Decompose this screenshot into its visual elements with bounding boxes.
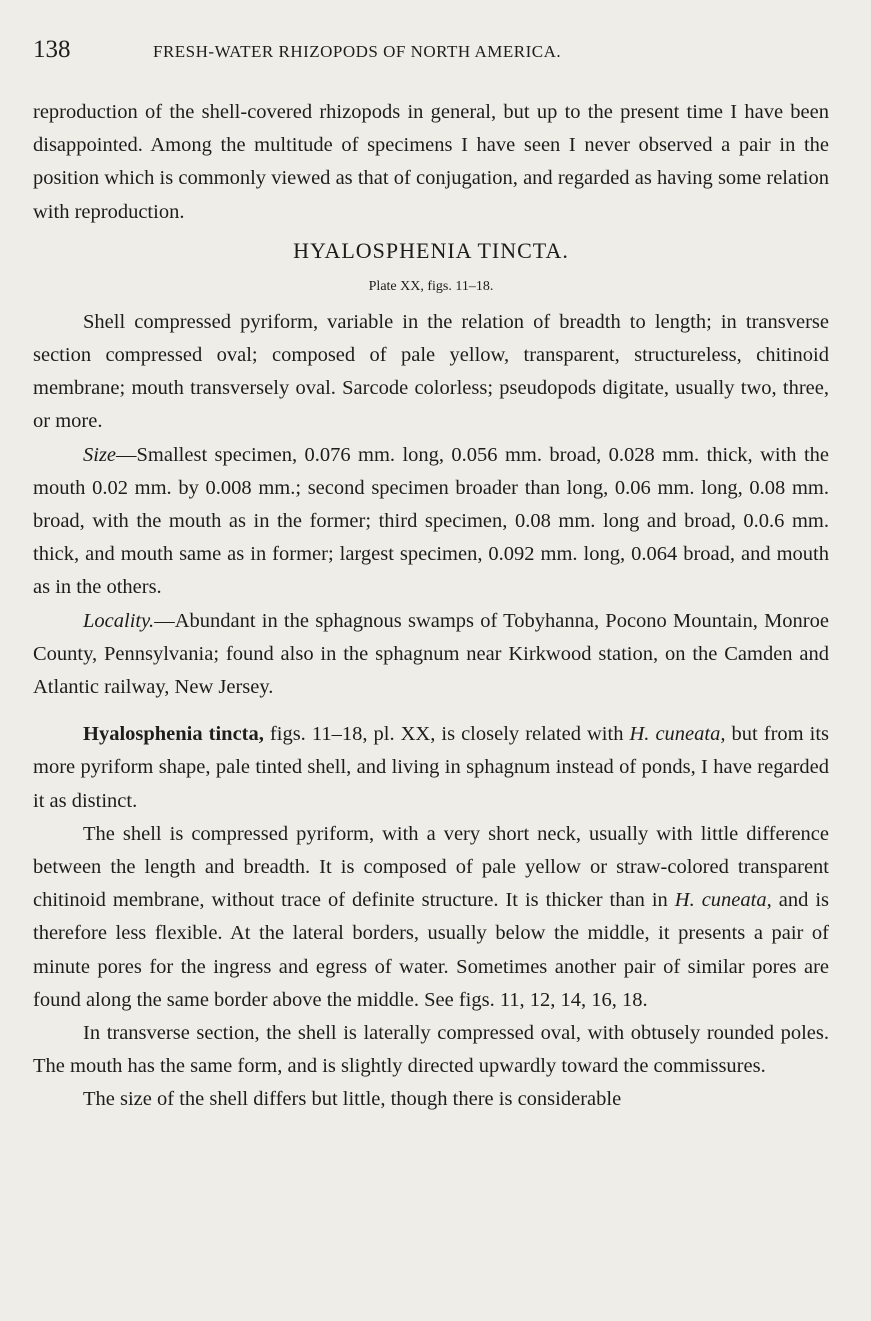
discussion-paragraph-3: In transverse section, the shell is laterally compressed oval, with obtusely rounded poles. The mouth has the same form, and is slightly directed upwardly toward the commissures. (33, 1022, 829, 1078)
locality-text: —Abundant in the sphagnous swamps of Tobyhanna, Pocono Mountain, Monroe County, Pennsylvania; found also in the sphagnum near Kirkwood station, on the Camden and Atlantic railway, New Jersey. (33, 609, 829, 699)
locality-paragraph (33, 605, 829, 705)
p2-text-b: and is therefore less flexible. At the lateral borders, usually below the middle, it presents a pair of minute pores for the ingress and egress of water. Sometimes another pair of similar pores are found along the same border above the middle. See figs. 11, 12, 14, 16, 18. (33, 889, 829, 1011)
body-text (33, 96, 829, 1117)
section-title: HYALOSPHENIA TINCTA. (293, 237, 569, 263)
p2-text-a: The shell is compressed pyriform, with a very short neck, usually with little difference between the length and breadth. It is composed of pale yellow or straw-colored transparent chitinoid membrane, without trace of definite structure. It is thicker than in (33, 822, 829, 912)
page-number: 138 (33, 36, 71, 63)
size-paragraph (33, 439, 829, 605)
size-label: Size (83, 443, 117, 466)
size-text: —Smallest specimen, 0.076 mm. long, 0.056 mm. broad, 0.028 mm. thick, with the mouth 0.02 mm. by 0.008 mm.; second specimen broader than long, 0.06 mm. long, 0.08 mm. broad, with the mouth as in the former; third specimen, 0.08 mm. long and broad, 0.0.6 mm. thick, and mouth same as in former; largest specimen, 0.092 mm. long, 0.064 broad, and mouth as in the others. (33, 443, 829, 599)
intro-paragraph: reproduction of the shell-covered rhizopods in general, but up to the present time I have been disappointed. Among the multitude of specimens I have seen I never observed a pair in the position which is commonly viewed as that of conjugation, and regarded as having some relation with reproduction. (33, 101, 829, 223)
p2-italic-name: H. cuneata, (674, 889, 772, 912)
p1-text-b: but from its more pyriform shape, pale tinted shell, and living in sphagnum instead of ponds, I have regarded it as distinct. (33, 723, 830, 812)
plate-reference: Plate XX, figs. 11–18. (368, 278, 494, 294)
paragraph-gap (33, 704, 829, 718)
p1-text-a: figs. 11–18, pl. XX, is closely related with (263, 723, 630, 746)
discussion-paragraph-2 (33, 818, 829, 1017)
page-header (33, 36, 833, 72)
discussion-paragraph-4: The size of the shell differs but little, though there is considerable (83, 1088, 622, 1111)
discussion-paragraph-1 (33, 718, 829, 818)
species-name: Hyalosphenia tincta, (83, 723, 264, 746)
running-head: FRESH-WATER RHIZOPODS OF NORTH AMERICA. (153, 42, 562, 61)
description-paragraph: Shell compressed pyriform, variable in the relation of breadth to length; in transverse section compressed oval; composed of pale yellow, transparent, structureless, chitinoid membrane; mouth transversely oval. Sarcode colorless; pseudopods digitate, usually two, three, or more. (33, 310, 829, 433)
p1-italic-name: H. cuneata, (629, 723, 726, 746)
locality-label: Locality. (83, 609, 155, 632)
